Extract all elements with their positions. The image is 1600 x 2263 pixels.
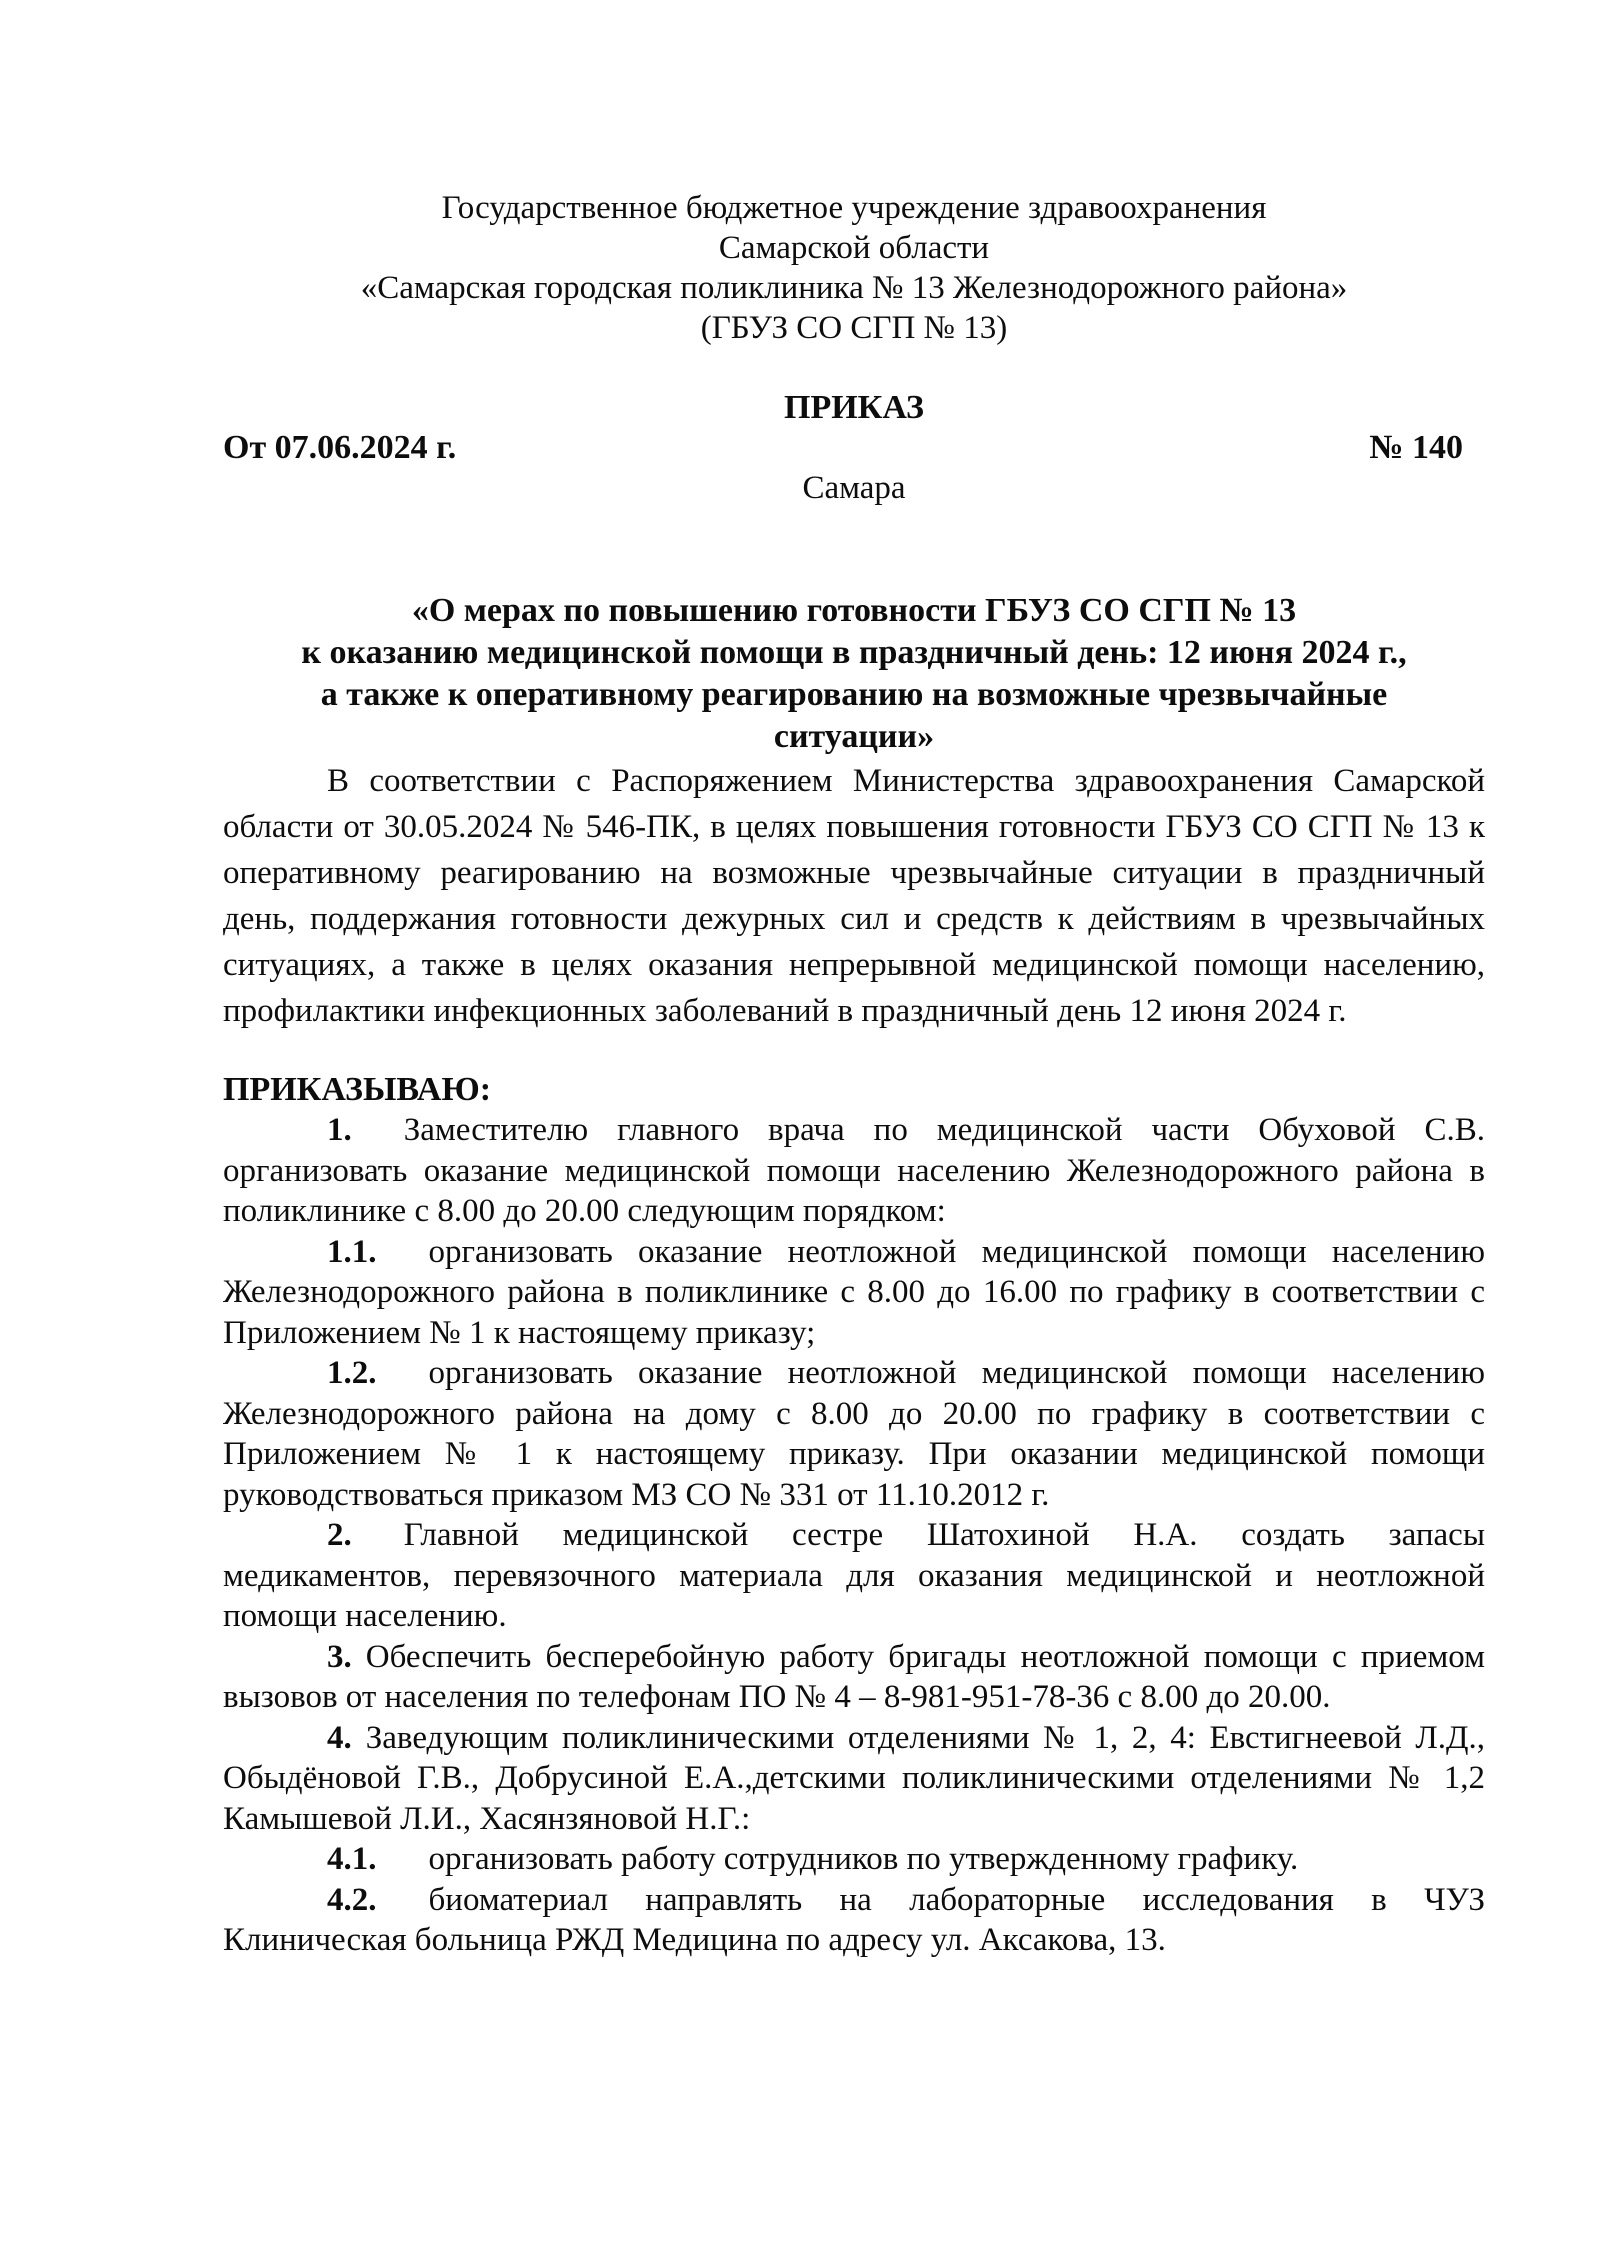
org-name-line-1: Государственное бюджетное учреждение здравоохранения (441, 190, 1267, 226)
order-item (223, 1637, 1485, 1718)
item-number: 4. (327, 1719, 352, 1756)
item-text: биоматериал направлять на лабораторные исследования в ЧУЗ Клиническая больница РЖД Медицина по адресу ул. Аксакова, 13. (223, 1881, 1485, 1958)
item-text: организовать оказание неотложной медицинской помощи населению Железнодорожного района на дому с 8.00 до 20.00 по графику в соответствии с Приложением № 1 к настоящему приказу. При оказании медицинской помощи руководствоваться приказом МЗ СО № 331 от 11.10.2012 г. (223, 1355, 1485, 1513)
item-text: организовать работу сотрудников по утвержденному графику. (428, 1841, 1299, 1877)
resolution-heading: ПРИКАЗЫВАЮ: (223, 1071, 492, 1108)
order-number: № 140 (1369, 429, 1463, 466)
order-title-line-1: «О мерах по повышению готовности ГБУЗ СО СГП № 13 (411, 592, 1297, 629)
item-text: организовать оказание неотложной медицинской помощи населению Железнодорожного района в поликлинике с 8.00 до 16.00 по графику в соответствии с Приложением № 1 к настоящему приказу; (223, 1233, 1485, 1351)
intro-paragraph: В соответствии с Распоряжением Министерства здравоохранения Самарской области от 30.05.2024 № 546-ПК, в целях повышения готовности ГБУЗ СО СГП № 13 к оперативному реагированию на возможные чрезвычайные ситуации в праздничный день, поддержания готовности дежурных сил и средств к действиям в чрезвычайных ситуациях, а также в целях оказания непрерывной медицинской помощи населению, профилактики инфекционных заболеваний в праздничный день 12 июня 2024 г. (223, 763, 1485, 1029)
org-header (223, 188, 1485, 348)
order-item (223, 1353, 1485, 1515)
order-item (223, 1232, 1485, 1354)
order-title-line-4: ситуации» (773, 718, 935, 755)
order-date: От 07.06.2024 г. (223, 429, 457, 466)
item-number: 1. (327, 1112, 352, 1148)
order-title-line-2: к оказанию медицинской помощи в праздничный день: 12 июня 2024 г., (301, 634, 1407, 671)
item-text: Главной медицинской сестре Шатохиной Н.А. создать запасы медикаментов, перевязочного материала для оказания медицинской и неотложной помощи населению. (223, 1517, 1485, 1634)
item-number: 4.1. (327, 1841, 377, 1877)
item-number: 1.1. (327, 1233, 377, 1270)
item-number: 1.2. (327, 1355, 377, 1391)
org-name-line-2: Самарской области (718, 230, 990, 266)
order-date-row (223, 428, 1485, 468)
item-text: Обеспечить бесперебойную работу бригады неотложной помощи с приемом вызовов от населения по телефонам ПО № 4 – 8-981-951-78-36 с 8.00 до 20.00. (223, 1638, 1485, 1715)
order-label: ПРИКАЗ (784, 389, 924, 426)
item-text: Заведующим поликлиническими отделениями № 1, 2, 4: Евстигнеевой Л.Д., Обыдёновой Г.В., Добрусиной Е.А.,детскими поликлиническими отделениями № 1,2 Камышевой Л.И., Хасянзяновой Н.Г.: (223, 1719, 1485, 1837)
order-item (223, 1839, 1485, 1880)
org-name-line-4: (ГБУЗ СО СГП № 13) (700, 310, 1008, 346)
order-item (223, 1880, 1485, 1961)
item-number: 4.2. (327, 1881, 377, 1918)
order-item (223, 1110, 1485, 1232)
item-number: 3. (327, 1638, 352, 1675)
order-item (223, 1515, 1485, 1637)
org-name-line-3: «Самарская городская поликлиника № 13 Железнодорожного района» (360, 270, 1348, 306)
order-city: Самара (802, 470, 906, 506)
order-item (223, 1718, 1485, 1840)
item-number: 2. (327, 1517, 352, 1553)
item-text: Заместителю главного врача по медицинской части Обуховой С.В. организовать оказание медицинской помощи населению Железнодорожного района в поликлинике с 8.00 до 20.00 следующим порядком: (223, 1112, 1485, 1229)
order-title-line-3: а также к оперативному реагированию на возможные чрезвычайные (320, 676, 1388, 713)
order-title (223, 590, 1485, 758)
